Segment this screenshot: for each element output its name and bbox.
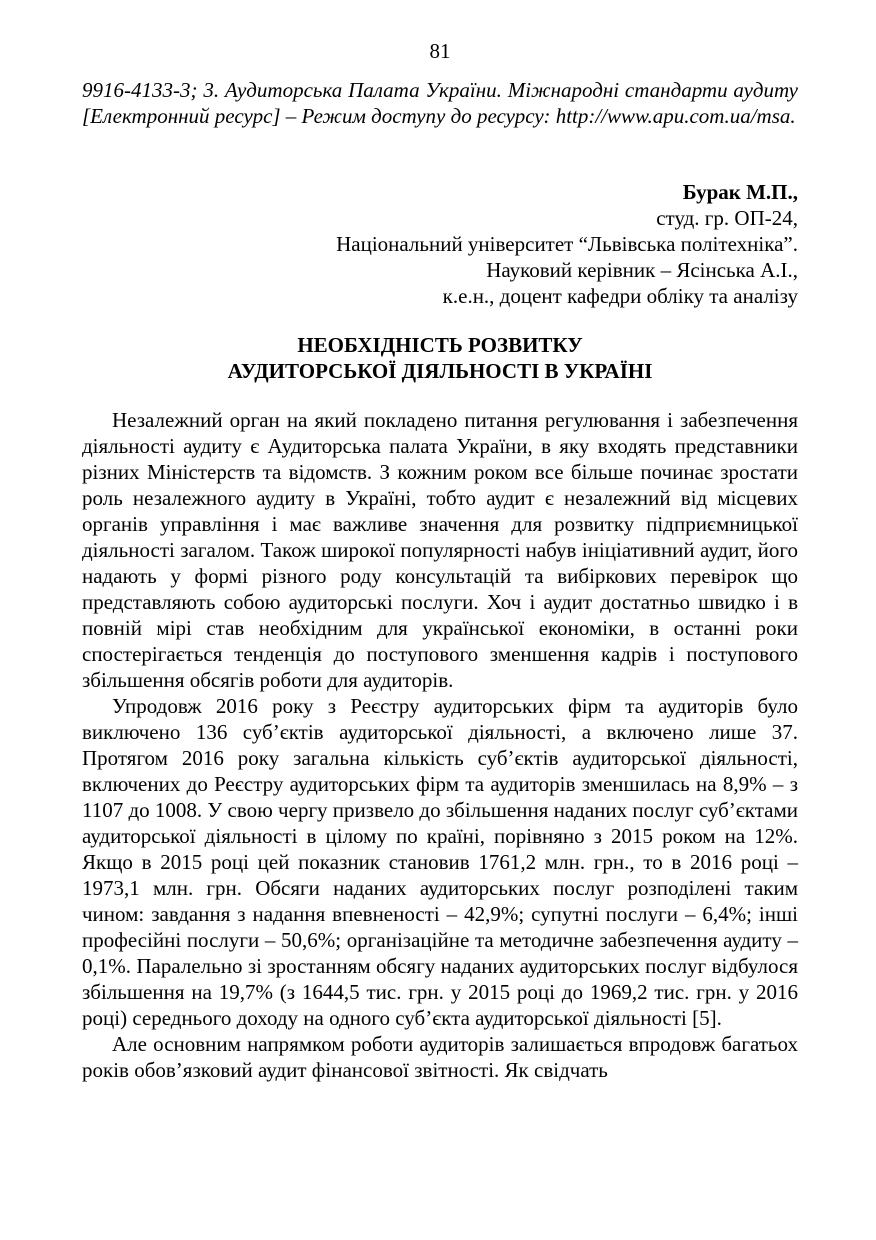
author-block	[82, 179, 798, 309]
reference-entry: 9916-4133-3; 3. Аудиторська Палата України. Міжнародні стандарти аудиту [Електронний ресурс] – Режим доступу до ресурсу: http://www.apu.com.ua/msa.	[82, 78, 798, 128]
author-supervisor: Науковий керівник – Ясінська А.І.,	[486, 258, 798, 282]
article-title-line-1: НЕОБХІДНІСТЬ РОЗВИТКУ	[297, 333, 583, 357]
paragraph: Упродовж 2016 року з Реєстру аудиторських фірм та аудиторів було виключено 136 суб’єктів аудиторської діяльності, а включено лише 37. Протягом 2016 року загальна кількість суб’єктів аудиторської діяльності, включених до Реєстру аудиторських фірм та аудиторів зменшилась на 8,9% – з 1107 до 1008. У свою чергу призвело до збільшення наданих послуг суб’єктами аудиторської діяльності в цілому по країні, порівняно з 2015 роком на 12%. Якщо в 2015 році цей показник становив 1761,2 млн. грн., то в 2016 році – 1973,1 млн. грн. Обсяги наданих аудиторських послуг розподілені таким чином: завдання з надання впевненості – 42,9%; супутні послуги – 6,4%; інші професійні послуги – 50,6%; організаційне та методичне забезпечення аудиту – 0,1%. Паралельно зі зростанням обсягу наданих аудиторських послуг відбулося збільшення на 19,7% (з 1644,5 тис. грн. у 2015 році до 1969,2 тис. грн. у 2016 році) середнього доходу на одного суб’єкта аудиторської діяльності [5].	[82, 694, 798, 1030]
article-title-line-2: АУДИТОРСЬКОЇ ДІЯЛЬНОСТІ В УКРАЇНІ	[227, 359, 653, 383]
article-body	[82, 407, 798, 1083]
paragraph: Але основним напрямком роботи аудиторів залишається впродовж багатьох років обов’язковий аудит фінансової звітності. Як свідчать	[82, 1032, 798, 1082]
page-number: 81	[429, 39, 451, 63]
author-university: Національний університет “Львівська політехніка”.	[336, 232, 798, 256]
author-name: Бурак М.П.,	[682, 180, 798, 204]
article-title	[82, 332, 798, 384]
author-group: студ. гр. ОП-24,	[656, 206, 798, 230]
author-supervisor-title: к.е.н., доцент кафедри обліку та аналізу	[442, 284, 798, 308]
paragraph: Незалежний орган на який покладено питання регулювання і забезпечення діяльності аудиту є Аудиторська палата України, в яку входять представники різних Міністерств та відомств. З кожним роком все більше починає зростати роль незалежного аудиту в Україні, тобто аудит є незалежний від місцевих органів управління і має важливе значення для розвитку підприємницької діяльності загалом. Також широкої популярності набув ініціативний аудит, його надають у формі різного роду консультацій та вибіркових перевірок що представляють собою аудиторські послуги. Хоч і аудит достатньо швидко і в повній мірі став необхідним для української економіки, в останні роки спостерігається тенденція до поступового зменшення кадрів і поступового збільшення обсягів роботи для аудиторів.	[82, 408, 798, 692]
